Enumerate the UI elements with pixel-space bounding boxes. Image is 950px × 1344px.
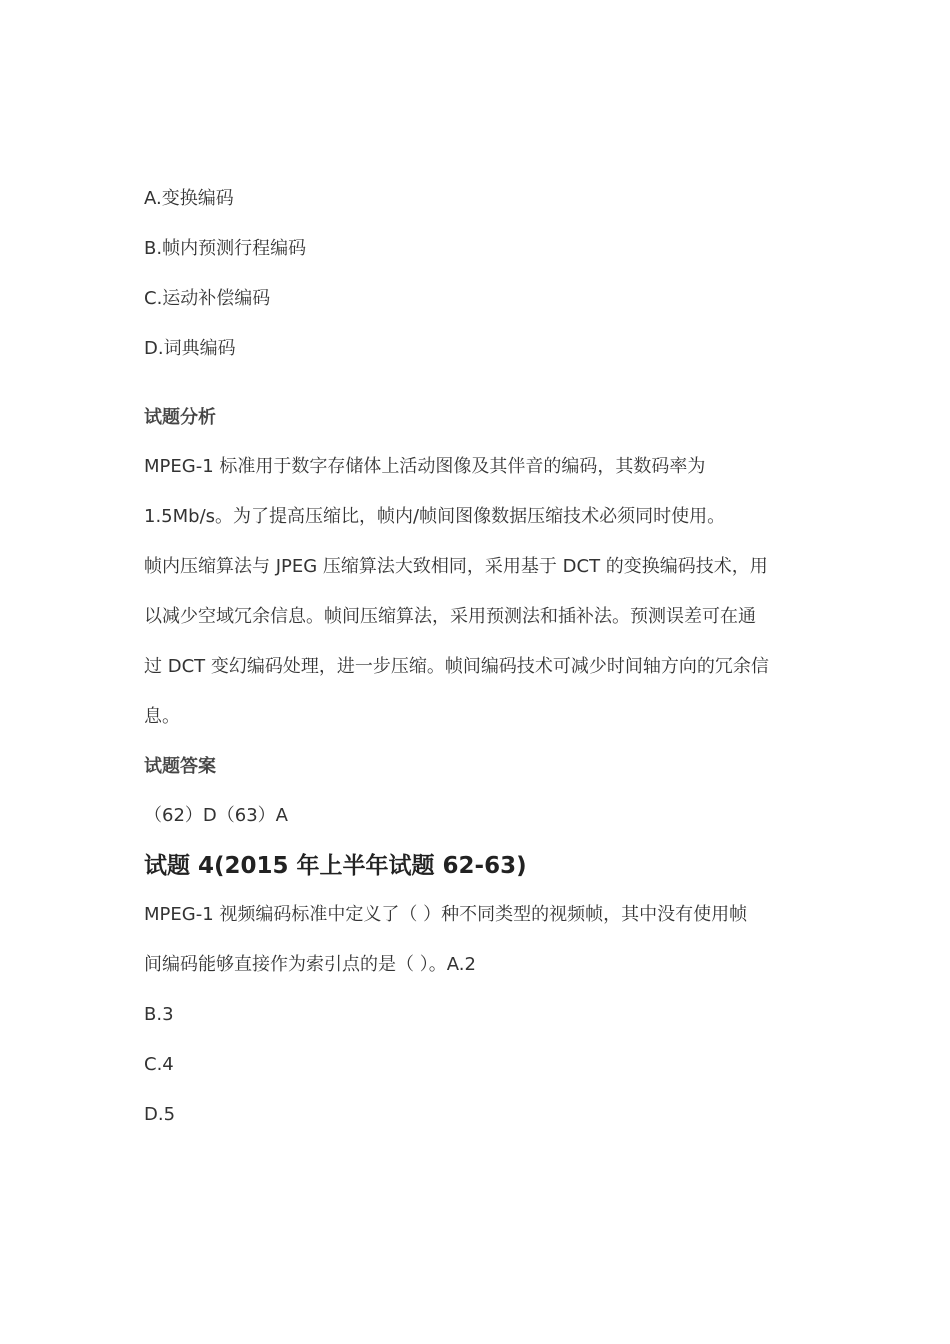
- option-a: A.变换编码: [144, 188, 234, 209]
- option-c: C.运动补偿编码: [144, 288, 271, 309]
- option-d: D.5: [144, 1104, 176, 1125]
- analysis-heading: 试题分析: [144, 407, 216, 428]
- answer-text: （62）D（63）A: [144, 805, 288, 826]
- analysis-text-line: 帧内压缩算法与 JPEG 压缩算法大致相同，采用基于 DCT 的变换编码技术，用: [144, 556, 768, 577]
- analysis-text-line: MPEG-1 标准用于数字存储体上活动图像及其伴音的编码，其数码率为: [144, 456, 706, 477]
- question-title: 试题 4(2015 年上半年试题 62-63): [144, 853, 527, 879]
- option-c: C.4: [144, 1054, 174, 1075]
- option-b: B.3: [144, 1004, 174, 1025]
- option-b: B.帧内预测行程编码: [144, 238, 307, 259]
- analysis-text-line: 息。: [144, 706, 180, 727]
- analysis-text-line: 1.5Mb/s。为了提高压缩比，帧内/帧间图像数据压缩技术必须同时使用。: [144, 506, 726, 527]
- answer-heading: 试题答案: [144, 756, 216, 777]
- option-d: D.词典编码: [144, 338, 236, 359]
- analysis-text-line: 过 DCT 变幻编码处理，进一步压缩。帧间编码技术可减少时间轴方向的冗余信: [144, 656, 769, 677]
- question-stem-line: MPEG-1 视频编码标准中定义了（ ）种不同类型的视频帧，其中没有使用帧: [144, 904, 748, 925]
- analysis-text-line: 以减少空域冗余信息。帧间压缩算法，采用预测法和插补法。预测误差可在通: [144, 606, 756, 627]
- question-stem-line: 间编码能够直接作为索引点的是（ ）。A.2: [144, 954, 476, 975]
